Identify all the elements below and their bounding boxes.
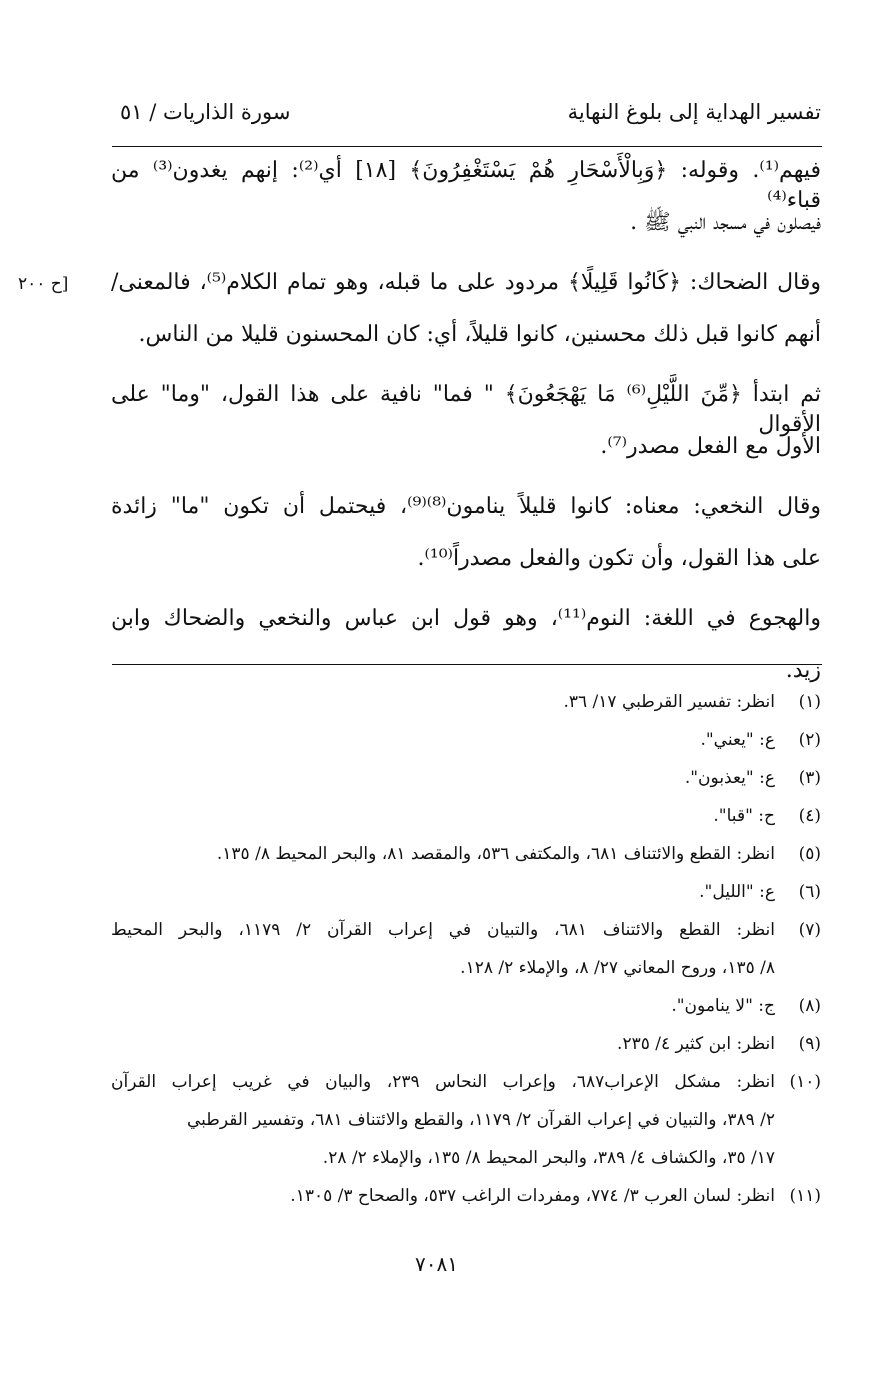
footnote <box>111 690 821 715</box>
footnote-text: انظر: مشكل الإعراب٦٨٧، وإعراب النحاس ٢٣٩، والبيان في غريب إعراب القرآن <box>111 1072 775 1092</box>
footnote-number: (٩) <box>798 1034 821 1054</box>
footnote-number: (٥) <box>798 844 821 864</box>
page-number: ٧٠٨١ <box>415 1252 458 1276</box>
text-line: ثم ابتدأ ﴿مِّنَ اللَّيْلِ⁽⁶⁾ مَا يَهْجَعُونَ﴾ " فما" نافية على هذا القول، "وما" على الأقوال <box>111 382 821 437</box>
footnote-text-continued: ٢/ ٣٨٩، والتبيان في إعراب القرآن ٢/ ١١٧٩، والقطع والائتناف ٦٨١، وتفسير القرطبي <box>187 1110 775 1130</box>
footnote <box>111 1070 821 1171</box>
footnote-text: انظر: القطع والائتناف ٦٨١، والمكتفى ٥٣٦، والمقصد ٨١، والبحر المحيط ٨/ ١٣٥. <box>216 844 775 864</box>
footnote-number: (٦) <box>798 882 821 902</box>
footnote-number: (١١) <box>789 1186 821 1206</box>
footnote-text: انظر: تفسير القرطبي ١٧/ ٣٦. <box>563 692 775 712</box>
text-line: الأول مع الفعل مصدر⁽⁷⁾. <box>600 434 821 459</box>
text-line: فيصلون في مسجد النبي ﷺ . <box>630 210 821 235</box>
footnote-text: ع: "الليل". <box>699 882 775 902</box>
footnote-number: (٢) <box>798 730 821 750</box>
footnote-text: ج: "لا ينامون". <box>671 996 775 1016</box>
running-header-title: تفسير الهداية إلى بلوغ النهاية <box>567 100 821 124</box>
footnote-number: (٣) <box>798 768 821 788</box>
footnote <box>111 1184 821 1209</box>
footnote <box>111 804 821 829</box>
footnote-text: ع: "يعذبون". <box>684 768 775 788</box>
footnote-number: (١٠) <box>789 1072 821 1092</box>
text-line: على هذا القول، وأن تكون والفعل مصدراً⁽¹⁰⁾. <box>417 546 821 571</box>
footnote-rule <box>112 664 822 665</box>
footnote-text: ح: "قبا". <box>713 806 775 826</box>
footnote-text-continued: ١٧/ ٣٥، والكشاف ٤/ ٣٨٩، والبحر المحيط ٨/ ١٣٥، والإملاء ٢/ ٢٨. <box>322 1148 775 1168</box>
header-rule <box>112 146 822 147</box>
main-text <box>111 156 821 710</box>
footnote <box>111 766 821 791</box>
footnote <box>111 728 821 753</box>
manuscript-margin-note: [ح ٢٠٠ <box>18 274 69 294</box>
text-line: فيهم⁽¹⁾. وقوله: ﴿وَبِالْأَسْحَارِ هُمْ يَسْتَغْفِرُونَ﴾ [١٨] أي⁽²⁾: إنهم يغدون⁽³⁾ من قباء⁽⁴⁾ <box>111 158 821 213</box>
footnote-number: (٨) <box>798 996 821 1016</box>
footnote <box>111 918 821 981</box>
footnote-number: (٧) <box>798 920 821 940</box>
footnote-text: انظر: لسان العرب ٣/ ٧٧٤، ومفردات الراغب ٥٣٧، والصحاح ٣/ ١٣٠٥. <box>290 1186 775 1206</box>
footnote-text: ع: "يعني". <box>700 730 775 750</box>
footnote-text: انظر: ابن كثير ٤/ ٢٣٥. <box>617 1034 775 1054</box>
text-line: وقال النخعي: معناه: كانوا قليلاً ينامون⁽⁸⁾⁽⁹⁾، فيحتمل أن تكون "ما" زائدة <box>111 494 821 519</box>
footnote-text-continued: ٨/ ١٣٥، وروح المعاني ٢٧/ ٨، والإملاء ٢/ ١٢٨. <box>460 958 775 978</box>
footnote <box>111 1032 821 1057</box>
footnote-text: انظر: القطع والائتناف ٦٨١، والتبيان في إعراب القرآن ٢/ ١١٧٩، والبحر المحيط <box>111 920 776 940</box>
footnote <box>111 842 821 867</box>
footnote <box>111 880 821 905</box>
text-line: والهجوع في اللغة: النوم⁽¹¹⁾، وهو قول ابن عباس والنخعي والضحاك وابن <box>111 606 821 631</box>
footnotes <box>111 690 821 1222</box>
text-line: أنهم كانوا قبل ذلك محسنين، كانوا قليلاً، أي: كان المحسنون قليلا من الناس. <box>138 322 821 347</box>
footnote <box>111 994 821 1019</box>
running-header-surah: سورة الذاريات / ٥١ <box>120 100 291 124</box>
footnote-number: (٤) <box>798 806 821 826</box>
text-line: وقال الضحاك: ﴿كَانُوا قَلِيلًا﴾ مردود على ما قبله، وهو تمام الكلام⁽⁵⁾، فالمعنى/ <box>111 270 822 295</box>
text-line: زيد. <box>785 658 821 683</box>
footnote-number: (١) <box>798 692 821 712</box>
